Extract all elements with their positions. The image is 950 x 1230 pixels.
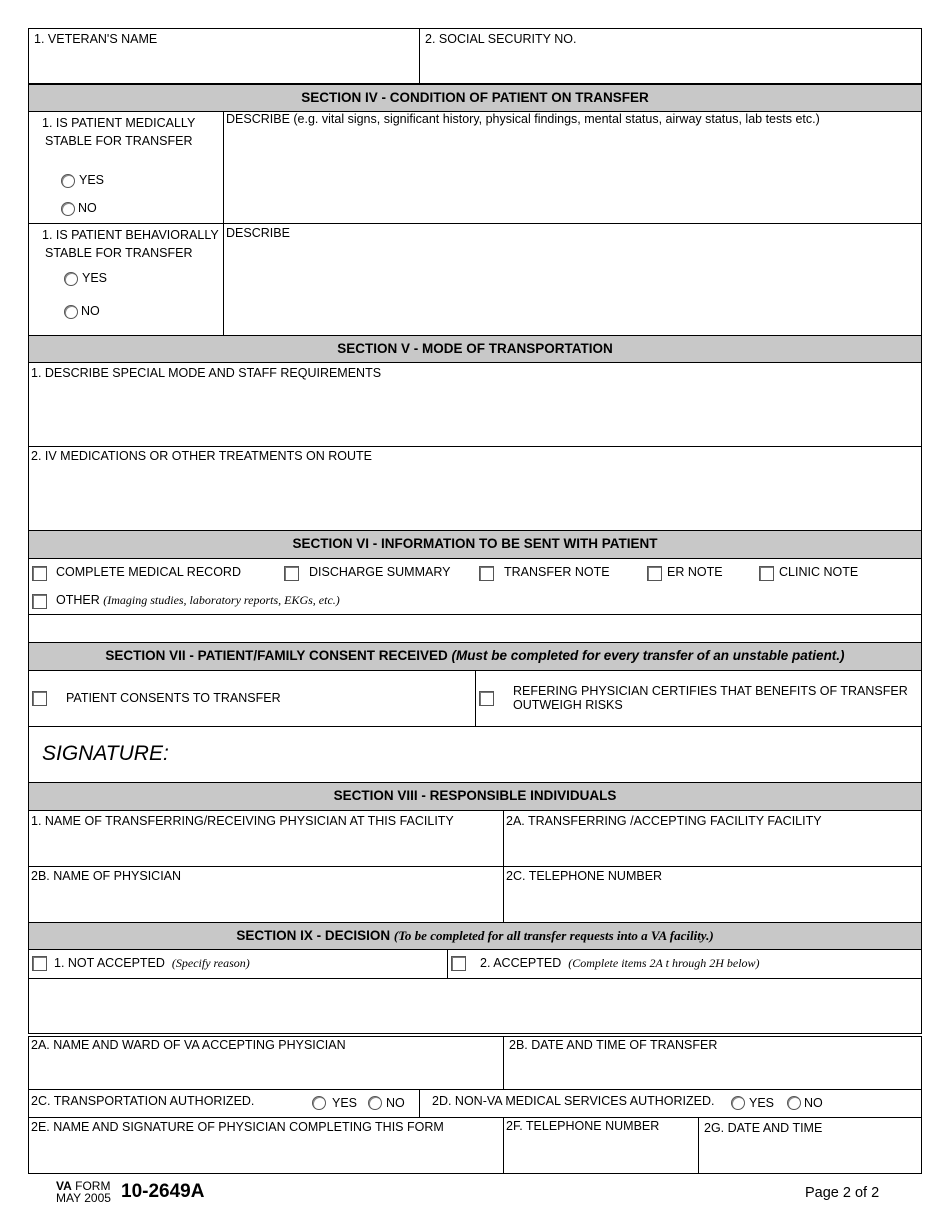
transfer-note-checkbox[interactable] (479, 566, 494, 581)
not-accepted-note: (Specify reason) (171, 956, 250, 970)
behaviorally-stable-question-line2: STABLE FOR TRANSFER (45, 246, 193, 260)
section-4-header: SECTION IV - CONDITION OF PATIENT ON TRANSFER (28, 84, 922, 112)
medical-record-label: COMPLETE MEDICAL RECORD (56, 565, 241, 579)
non-va-yes-label: YES (749, 1096, 775, 1110)
section-6-header: SECTION VI - INFORMATION TO BE SENT WITH PATIENT (28, 530, 922, 559)
form-agency: VA (56, 1179, 72, 1193)
transfer-date-time-label: 2B. DATE AND TIME OF TRANSFER (509, 1038, 718, 1052)
physician-name-label: 2B. NAME OF PHYSICIAN (31, 869, 182, 883)
discharge-summary-label: DISCHARGE SUMMARY (309, 565, 451, 579)
transferring-physician-label: 1. NAME OF TRANSFERRING/RECEIVING PHYSICIAN AT THIS FACILITY (31, 814, 454, 828)
decision-reason-field[interactable] (28, 978, 922, 1034)
transport-no-radio[interactable] (368, 1096, 382, 1110)
medically-stable-question-line1: 1. IS PATIENT MEDICALLY (42, 116, 196, 130)
accepted-checkbox[interactable] (451, 956, 466, 971)
accepting-physician-label: 2A. NAME AND WARD OF VA ACCEPTING PHYSICIAN (31, 1038, 346, 1052)
form-word: FORM (75, 1179, 111, 1193)
section-9-title: SECTION IX - DECISION (236, 928, 391, 943)
medical-record-checkbox[interactable] (32, 566, 47, 581)
signature-label: SIGNATURE: (42, 742, 169, 765)
iv-medications-label: 2. IV MEDICATIONS OR OTHER TREATMENTS ON ROUTE (31, 449, 372, 463)
section-6-extra-row[interactable] (28, 614, 922, 643)
er-note-checkbox[interactable] (647, 566, 662, 581)
form-date: MAY 2005 (56, 1191, 111, 1205)
medically-stable-question-line2: STABLE FOR TRANSFER (45, 134, 193, 148)
form-number: 10-2649A (121, 1181, 205, 1202)
veteran-name-label: 1. VETERAN'S NAME (34, 32, 158, 46)
completing-physician-label: 2E. NAME AND SIGNATURE OF PHYSICIAN COMPLETING THIS FORM (31, 1120, 444, 1134)
behaviorally-stable-yes-radio[interactable] (64, 272, 78, 286)
accepted-note: (Complete items 2A t hrough 2H below) (568, 956, 760, 970)
er-note-label: ER NOTE (667, 565, 723, 579)
section-5-header: SECTION V - MODE OF TRANSPORTATION (28, 335, 922, 363)
section-7-title-note: (Must be completed for every transfer of an unstable patient.) (451, 648, 845, 663)
not-accepted-checkbox[interactable] (32, 956, 47, 971)
section-4-row-divider (28, 223, 922, 224)
medically-stable-no-radio[interactable] (61, 202, 75, 216)
not-accepted-label (54, 955, 250, 971)
accepting-facility-label: 2A. TRANSFERRING /ACCEPTING FACILITY FACILITY (506, 814, 822, 828)
section-9-title-note: (To be completed for all transfer requests into a VA facility.) (393, 928, 714, 943)
physician-certifies-checkbox[interactable] (479, 691, 494, 706)
other-label (56, 592, 340, 608)
page-number: Page 2 of 2 (805, 1185, 880, 1201)
medically-stable-yes-label: YES (79, 173, 105, 187)
other-label-text: OTHER (56, 593, 100, 607)
other-checkbox[interactable] (32, 594, 47, 609)
patient-consents-checkbox[interactable] (32, 691, 47, 706)
medically-stable-describe-label: DESCRIBE (e.g. vital signs, significant history, physical findings, mental status, airway status, lab tests etc.) (226, 112, 820, 126)
clinic-note-label: CLINIC NOTE (779, 565, 859, 579)
behaviorally-stable-no-label: NO (81, 304, 100, 318)
completing-date-time-label: 2G. DATE AND TIME (704, 1121, 823, 1135)
non-va-services-label: 2D. NON-VA MEDICAL SERVICES AUTHORIZED. (432, 1094, 715, 1108)
medically-stable-describe-field[interactable] (224, 128, 921, 222)
special-mode-label: 1. DESCRIBE SPECIAL MODE AND STAFF REQUIREMENTS (31, 366, 382, 380)
transport-authorized-label: 2C. TRANSPORTATION AUTHORIZED. (31, 1094, 255, 1108)
physician-certifies-label-line2: OUTWEIGH RISKS (513, 698, 623, 712)
behaviorally-stable-no-radio[interactable] (64, 305, 78, 319)
patient-consents-label: PATIENT CONSENTS TO TRANSFER (66, 691, 281, 705)
transport-yes-radio[interactable] (312, 1096, 326, 1110)
non-va-no-radio[interactable] (787, 1096, 801, 1110)
section-8-header: SECTION VIII - RESPONSIBLE INDIVIDUALS (28, 782, 922, 811)
clinic-note-checkbox[interactable] (759, 566, 774, 581)
telephone-number-label: 2C. TELEPHONE NUMBER (506, 869, 663, 883)
behaviorally-stable-question-line1: 1. IS PATIENT BEHAVIORALLY (42, 228, 219, 242)
behaviorally-stable-yes-label: YES (82, 271, 108, 285)
non-va-no-label: NO (804, 1096, 823, 1110)
section-7-header (28, 642, 922, 671)
section-7-title: SECTION VII - PATIENT/FAMILY CONSENT RECEIVED (105, 648, 448, 663)
medically-stable-no-label: NO (78, 201, 97, 215)
not-accepted-text: 1. NOT ACCEPTED (54, 956, 165, 970)
section-9-header (28, 922, 922, 950)
physician-certifies-label-line1: REFERING PHYSICIAN CERTIFIES THAT BENEFITS OF TRANSFER (513, 684, 908, 698)
decision-divider (447, 949, 448, 979)
discharge-summary-checkbox[interactable] (284, 566, 299, 581)
behaviorally-stable-describe-label: DESCRIBE (226, 226, 290, 240)
accepted-label (480, 955, 760, 971)
non-va-yes-radio[interactable] (731, 1096, 745, 1110)
completing-telephone-label: 2F. TELEPHONE NUMBER (506, 1119, 660, 1133)
medically-stable-yes-radio[interactable] (61, 174, 75, 188)
other-label-note: (Imaging studies, laboratory reports, EKGs, etc.) (103, 593, 340, 607)
behaviorally-stable-describe-field[interactable] (224, 242, 921, 335)
transport-yes-label: YES (332, 1096, 358, 1110)
section-7-divider (475, 670, 476, 727)
transport-no-label: NO (386, 1096, 405, 1110)
ssn-label: 2. SOCIAL SECURITY NO. (425, 32, 577, 46)
transfer-note-label: TRANSFER NOTE (504, 565, 610, 579)
form-id-block (56, 1180, 111, 1204)
accepted-text: 2. ACCEPTED (480, 956, 562, 970)
